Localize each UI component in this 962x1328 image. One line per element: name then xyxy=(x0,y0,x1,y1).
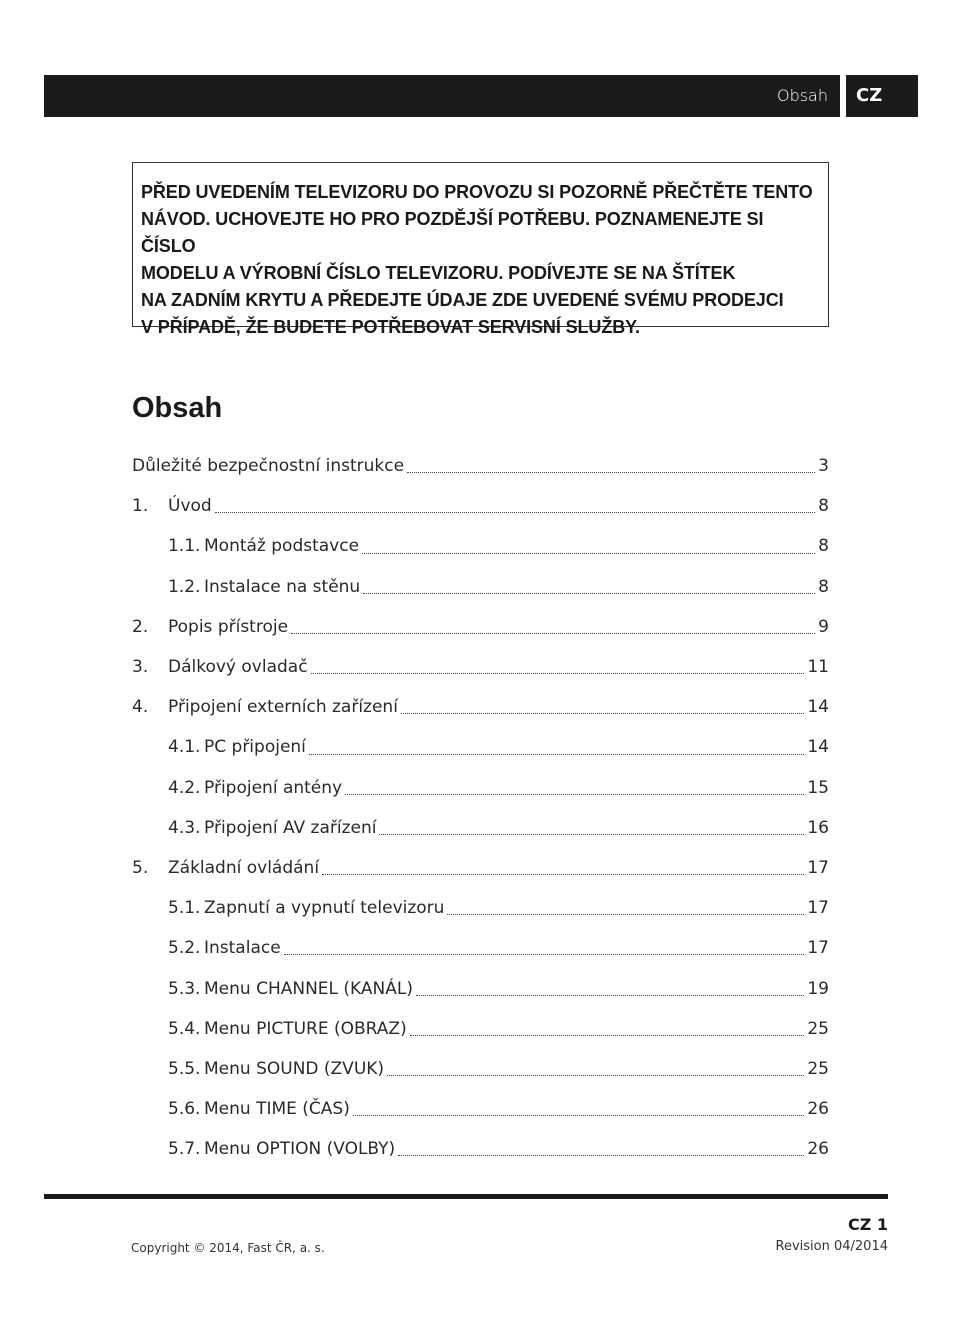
header-section-title: Obsah xyxy=(776,86,828,105)
toc-leader-dots xyxy=(291,632,815,634)
toc-entry-number: 1. xyxy=(132,496,149,517)
toc-entry[interactable] xyxy=(132,567,829,607)
toc-entry[interactable] xyxy=(132,687,829,727)
toc-entry[interactable] xyxy=(132,526,829,566)
toc-title: Obsah xyxy=(132,392,223,424)
toc-entry[interactable] xyxy=(132,486,829,526)
toc-entry-label: Dálkový ovladač xyxy=(168,657,308,678)
toc-entry-label: Připojení externích zařízení xyxy=(168,697,398,718)
toc-entry-page: 14 xyxy=(807,697,829,718)
toc-entry-number: 4.1. xyxy=(168,737,201,758)
toc-entry-number: 4.2. xyxy=(168,777,201,798)
toc-entry-number: 5.5. xyxy=(168,1058,201,1079)
toc-entry-page: 15 xyxy=(807,777,829,798)
toc-entry-label: Instalace xyxy=(204,938,281,959)
toc-leader-dots xyxy=(353,1114,805,1116)
toc-entry-page: 8 xyxy=(818,536,829,557)
toc-entry-label: Montáž podstavce xyxy=(204,536,360,557)
toc-entry-label: Připojení antény xyxy=(204,777,343,798)
toc-entry-page: 26 xyxy=(807,1099,829,1120)
table-of-contents xyxy=(132,446,829,1169)
warning-box xyxy=(132,162,829,337)
revision-text: Revision 04/2014 xyxy=(775,1239,888,1254)
language-badge: CZ xyxy=(846,75,918,117)
toc-entry[interactable] xyxy=(132,1049,829,1089)
toc-entry[interactable] xyxy=(132,808,829,848)
warning-line: NA ZADNÍM KRYTU A PŘEDEJTE ÚDAJE ZDE UVEDENÉ SVÉMU PRODEJCI xyxy=(141,290,784,310)
toc-leader-dots xyxy=(322,873,804,875)
toc-leader-dots xyxy=(362,552,815,554)
toc-entry-page: 11 xyxy=(807,657,829,678)
toc-leader-dots xyxy=(447,913,804,915)
toc-entry-number: 5.2. xyxy=(168,938,201,959)
toc-entry[interactable] xyxy=(132,888,829,928)
toc-entry-label: Důležité bezpečnostní instrukce xyxy=(132,456,405,477)
toc-entry[interactable] xyxy=(132,607,829,647)
toc-entry-page: 25 xyxy=(807,1058,829,1079)
toc-entry-number: 5.1. xyxy=(168,898,201,919)
toc-entry-page: 17 xyxy=(807,898,829,919)
toc-entry-page: 17 xyxy=(807,938,829,959)
toc-leader-dots xyxy=(345,793,804,795)
toc-entry-page: 14 xyxy=(807,737,829,758)
toc-entry[interactable] xyxy=(132,1009,829,1049)
toc-entry-number: 5. xyxy=(132,857,149,878)
toc-entry-label: Základní ovládání xyxy=(168,857,320,878)
toc-leader-dots xyxy=(309,753,804,755)
toc-entry-number: 4. xyxy=(132,697,149,718)
toc-entry[interactable] xyxy=(132,727,829,767)
header-bar xyxy=(44,75,840,117)
toc-leader-dots xyxy=(379,833,804,835)
toc-leader-dots xyxy=(407,471,815,473)
toc-entry-page: 3 xyxy=(818,456,829,477)
toc-entry-label: Menu SOUND (ZVUK) xyxy=(204,1058,385,1079)
page-number: CZ 1 xyxy=(847,1215,888,1234)
toc-entry[interactable] xyxy=(132,647,829,687)
toc-entry-number: 5.7. xyxy=(168,1139,201,1160)
toc-entry-number: 1.2. xyxy=(168,576,201,597)
toc-entry[interactable] xyxy=(132,928,829,968)
toc-leader-dots xyxy=(215,511,815,513)
toc-leader-dots xyxy=(398,1154,804,1156)
footer-divider xyxy=(44,1194,888,1199)
toc-entry-number: 5.6. xyxy=(168,1099,201,1120)
toc-leader-dots xyxy=(363,592,815,594)
toc-entry-label: Instalace na stěnu xyxy=(204,576,361,597)
toc-entry-page: 8 xyxy=(818,496,829,517)
warning-line: NÁVOD. UCHOVEJTE HO PRO POZDĚJŠÍ POTŘEBU. POZNAMENEJTE SI ČÍSLO xyxy=(141,209,764,256)
toc-entry-number: 2. xyxy=(132,616,149,637)
toc-entry-label: Zapnutí a vypnutí televizoru xyxy=(204,898,445,919)
toc-entry-page: 25 xyxy=(807,1018,829,1039)
toc-entry[interactable] xyxy=(132,848,829,888)
toc-entry-number: 5.3. xyxy=(168,978,201,999)
copyright-text: Copyright © 2014, Fast ČR, a. s. xyxy=(131,1241,325,1255)
toc-leader-dots xyxy=(284,953,805,955)
toc-entry-label: Menu TIME (ČAS) xyxy=(204,1099,350,1120)
toc-entry-page: 26 xyxy=(807,1139,829,1160)
toc-entry-number: 1.1. xyxy=(168,536,201,557)
toc-leader-dots xyxy=(410,1034,805,1036)
warning-line: MODELU A VÝROBNÍ ČÍSLO TELEVIZORU. PODÍVEJTE SE NA ŠTÍTEK xyxy=(141,263,736,283)
toc-leader-dots xyxy=(387,1074,804,1076)
toc-entry-label: Menu PICTURE (OBRAZ) xyxy=(204,1018,407,1039)
toc-entry-page: 8 xyxy=(818,576,829,597)
warning-line: PŘED UVEDENÍM TELEVIZORU DO PROVOZU SI POZORNĚ PŘEČTĚTE TENTO xyxy=(141,182,813,202)
toc-entry[interactable] xyxy=(132,1089,829,1129)
toc-leader-dots xyxy=(311,672,805,674)
toc-entry-number: 5.4. xyxy=(168,1018,201,1039)
toc-entry-label: Připojení AV zařízení xyxy=(204,817,377,838)
toc-entry-number: 3. xyxy=(132,657,149,678)
toc-entry-number: 4.3. xyxy=(168,817,201,838)
toc-entry-label: Menu OPTION (VOLBY) xyxy=(204,1139,396,1160)
toc-entry-page: 16 xyxy=(807,817,829,838)
toc-entry[interactable] xyxy=(132,768,829,808)
toc-entry-label: Popis přístroje xyxy=(168,616,289,637)
toc-leader-dots xyxy=(401,712,804,714)
warning-line: V PŘÍPADĚ, ŽE BUDETE POTŘEBOVAT SERVISNÍ SLUŽBY. xyxy=(141,317,640,337)
toc-entry-page: 9 xyxy=(818,616,829,637)
toc-entry[interactable] xyxy=(132,446,829,486)
toc-entry[interactable] xyxy=(132,1129,829,1169)
toc-entry-label: Menu CHANNEL (KANÁL) xyxy=(204,978,413,999)
toc-entry-label: Úvod xyxy=(168,496,212,517)
toc-leader-dots xyxy=(416,994,804,996)
toc-entry[interactable] xyxy=(132,968,829,1008)
toc-entry-page: 19 xyxy=(807,978,829,999)
toc-entry-page: 17 xyxy=(807,857,829,878)
toc-entry-label: PC připojení xyxy=(204,737,306,758)
